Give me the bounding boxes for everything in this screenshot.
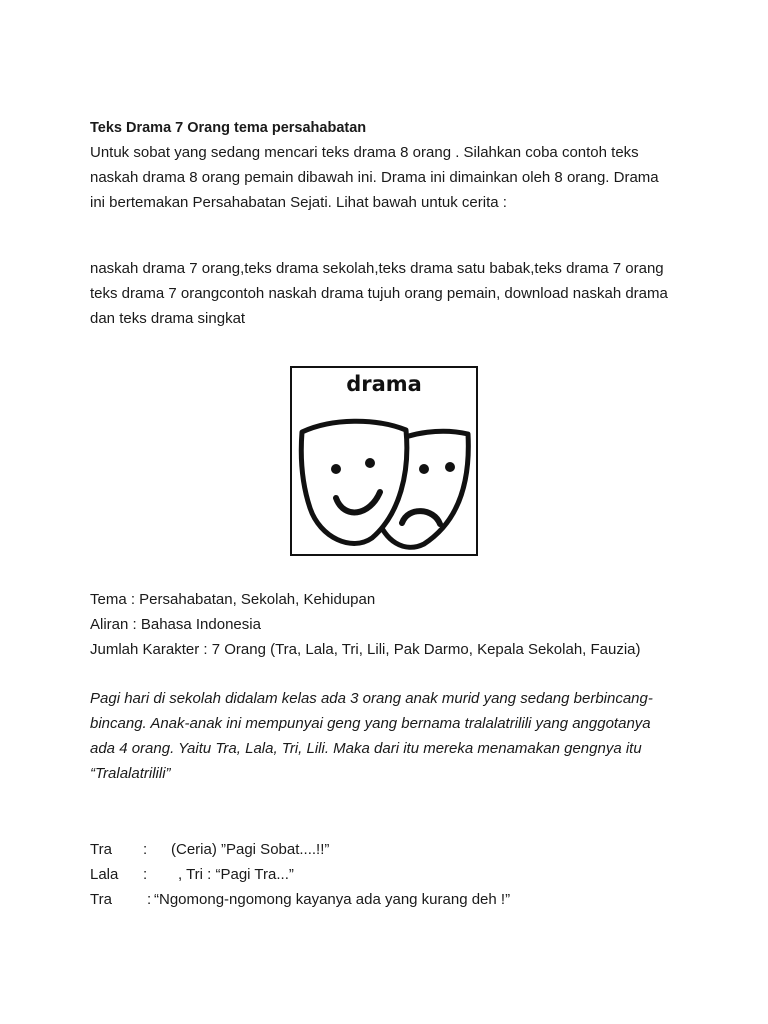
- info-aliran: Aliran : Bahasa Indonesia: [90, 616, 261, 633]
- drama-image-label: drama: [346, 372, 422, 396]
- narration-line-1: Pagi hari di sekolah didalam kelas ada 3 orang anak murid yang sedang berbincang-: [90, 690, 653, 707]
- intro-line-2: naskah drama 8 orang pemain dibawah ini. Drama ini dimainkan oleh 8 orang. Drama: [90, 169, 659, 186]
- dialogue-text: (Ceria) ”Pagi Sobat....!!”: [171, 841, 330, 858]
- dialogue-speaker: Lala: [90, 866, 119, 883]
- dialogue-speaker: Tra: [90, 891, 112, 908]
- narration-line-4: “Tralalatrilili”: [90, 765, 171, 782]
- info-jumlah-karakter: Jumlah Karakter : 7 Orang (Tra, Lala, Tri, Lili, Pak Darmo, Kepala Sekolah, Fauzia): [90, 641, 641, 658]
- dialogue-speaker: Tra: [90, 841, 112, 858]
- narration-line-2: bincang. Anak-anak ini mempunyai geng yang bernama tralalatrilili yang anggotanya: [90, 715, 651, 732]
- intro-line-3: ini bertemakan Persahabatan Sejati. Lihat bawah untuk cerita :: [90, 194, 507, 211]
- intro-line-1: Untuk sobat yang sedang mencari teks drama 8 orang . Silahkan coba contoh teks: [90, 144, 639, 161]
- keywords-line-2: teks drama 7 orangcontoh naskah drama tujuh orang pemain, download naskah drama: [90, 285, 668, 302]
- dialogue-text: , Tri : “Pagi Tra...”: [178, 866, 294, 883]
- info-tema: Tema : Persahabatan, Sekolah, Kehidupan: [90, 591, 376, 608]
- dialogue-text: “Ngomong-ngomong kayanya ada yang kurang deh !”: [154, 891, 511, 908]
- drama-image: [290, 366, 478, 556]
- dialogue-colon: :: [143, 841, 148, 858]
- keywords-line-3: dan teks drama singkat: [90, 310, 246, 327]
- dialogue-colon: :: [147, 891, 152, 908]
- theater-masks-icon: [292, 368, 476, 554]
- keywords-line-1: naskah drama 7 orang,teks drama sekolah,teks drama satu babak,teks drama 7 orang: [90, 260, 664, 277]
- dialogue-colon: :: [143, 866, 148, 883]
- page-title: Teks Drama 7 Orang tema persahabatan: [90, 120, 367, 136]
- narration-line-3: ada 4 orang. Yaitu Tra, Lala, Tri, Lili. Maka dari itu mereka menamakan gengnya itu: [90, 740, 642, 757]
